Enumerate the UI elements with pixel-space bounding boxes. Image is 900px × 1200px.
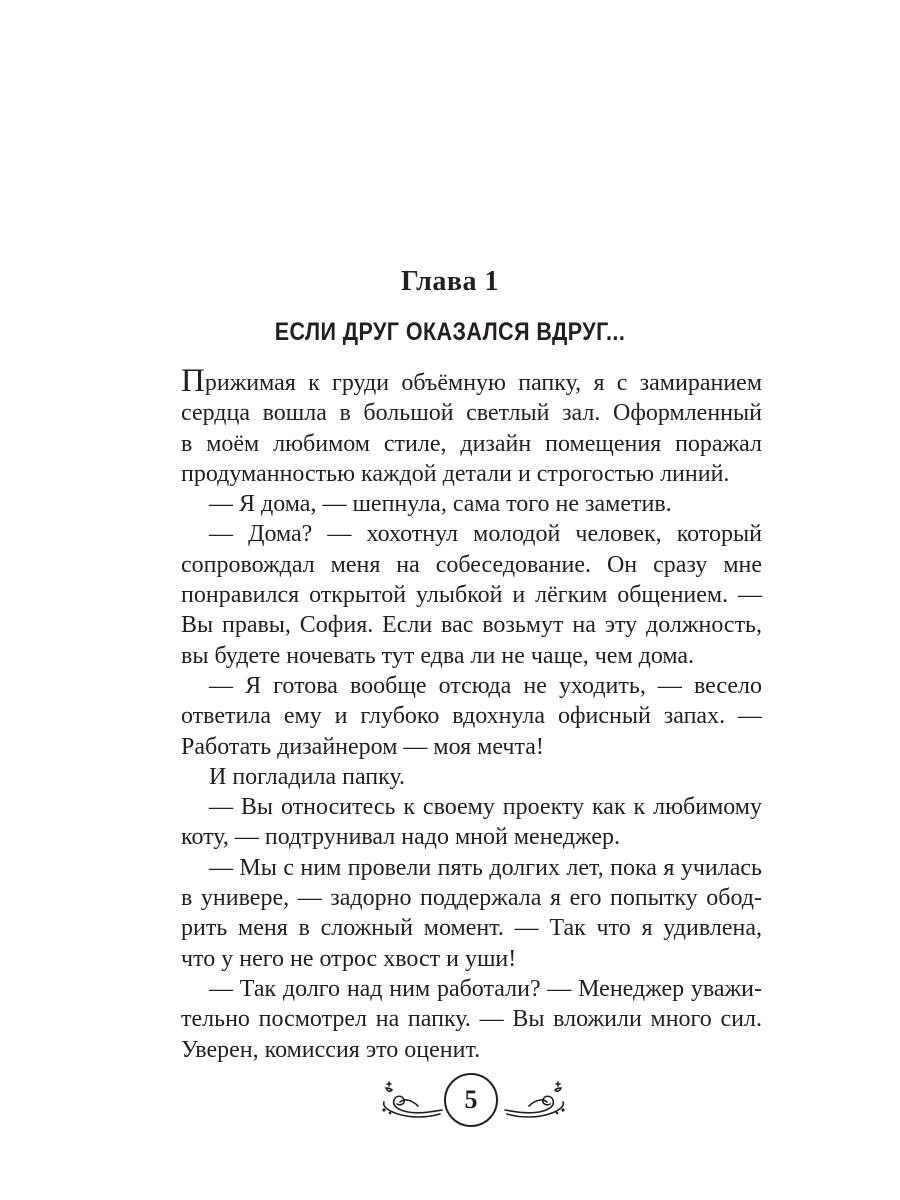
text-line: — Мы с ним провели пять долгих лет, пока я училась: [209, 854, 762, 881]
text-line: — Вы относитесь к своему проекту как к любимому: [209, 794, 762, 821]
text-line: вы будете ночевать тут едва ли не чаще, чем дома.: [181, 642, 695, 669]
flourish-ornament-icon: [378, 1080, 444, 1120]
text-line: Вы правы, София. Если вас возьмут на эту должность,: [181, 612, 762, 639]
chapter-label: Глава 1: [401, 266, 499, 297]
text-line: тельно посмотрел на папку. — Вы вложили много сил.: [181, 1006, 762, 1033]
text-line: И погладила папку.: [209, 763, 406, 790]
text-line: — Дома? — хохотнул молодой человек, который: [209, 521, 762, 548]
text-line: Уверен, комиссия это оценит.: [181, 1036, 481, 1063]
text-line: — Я дома, — шепнула, сама того не заметив.: [209, 491, 672, 518]
text-line: в моём любимом стиле, дизайн помещения поражал: [181, 430, 762, 457]
text-line: — Я готова вообще отсюда не уходить, — весело: [209, 672, 762, 699]
text-line: коту, — подтрунивал надо мной менеджер.: [181, 824, 620, 851]
text-line: ответила ему и глубоко вдохнула офисный запах. —: [181, 703, 762, 730]
text-line: рить меня в сложный момент. — Так что я удивлена,: [181, 915, 762, 942]
text-line: понравился открытой улыбкой и лёгким общением. —: [181, 582, 762, 609]
text-line: сопровождал меня на собеседование. Он сразу мне: [181, 551, 762, 578]
chapter-title: ЕСЛИ ДРУГ ОКАЗАЛСЯ ВДРУГ...: [274, 318, 626, 346]
drop-cap: П: [181, 363, 205, 399]
text-line: — Так долго над ним работали? — Менеджер уважи-: [209, 975, 762, 1002]
text-line: что у него не отрос хвост и уши!: [181, 945, 517, 972]
text-line: продуманностью каждой детали и строгостью линий.: [181, 460, 730, 487]
page-footer: [0, 1070, 900, 1140]
body-text: [181, 363, 762, 1065]
page-number: 5: [444, 1073, 498, 1127]
text-line: в универе, — задорно поддержала я его попытку обод-: [181, 885, 762, 912]
text-line: сердца вошла в большой светлый зал. Оформленный: [181, 400, 762, 427]
text-line: Работать дизайнером — моя мечта!: [181, 733, 544, 760]
flourish-ornament-icon: [503, 1080, 569, 1120]
text-line: Прижимая к груди объёмную папку, я с замиранием: [181, 363, 762, 399]
